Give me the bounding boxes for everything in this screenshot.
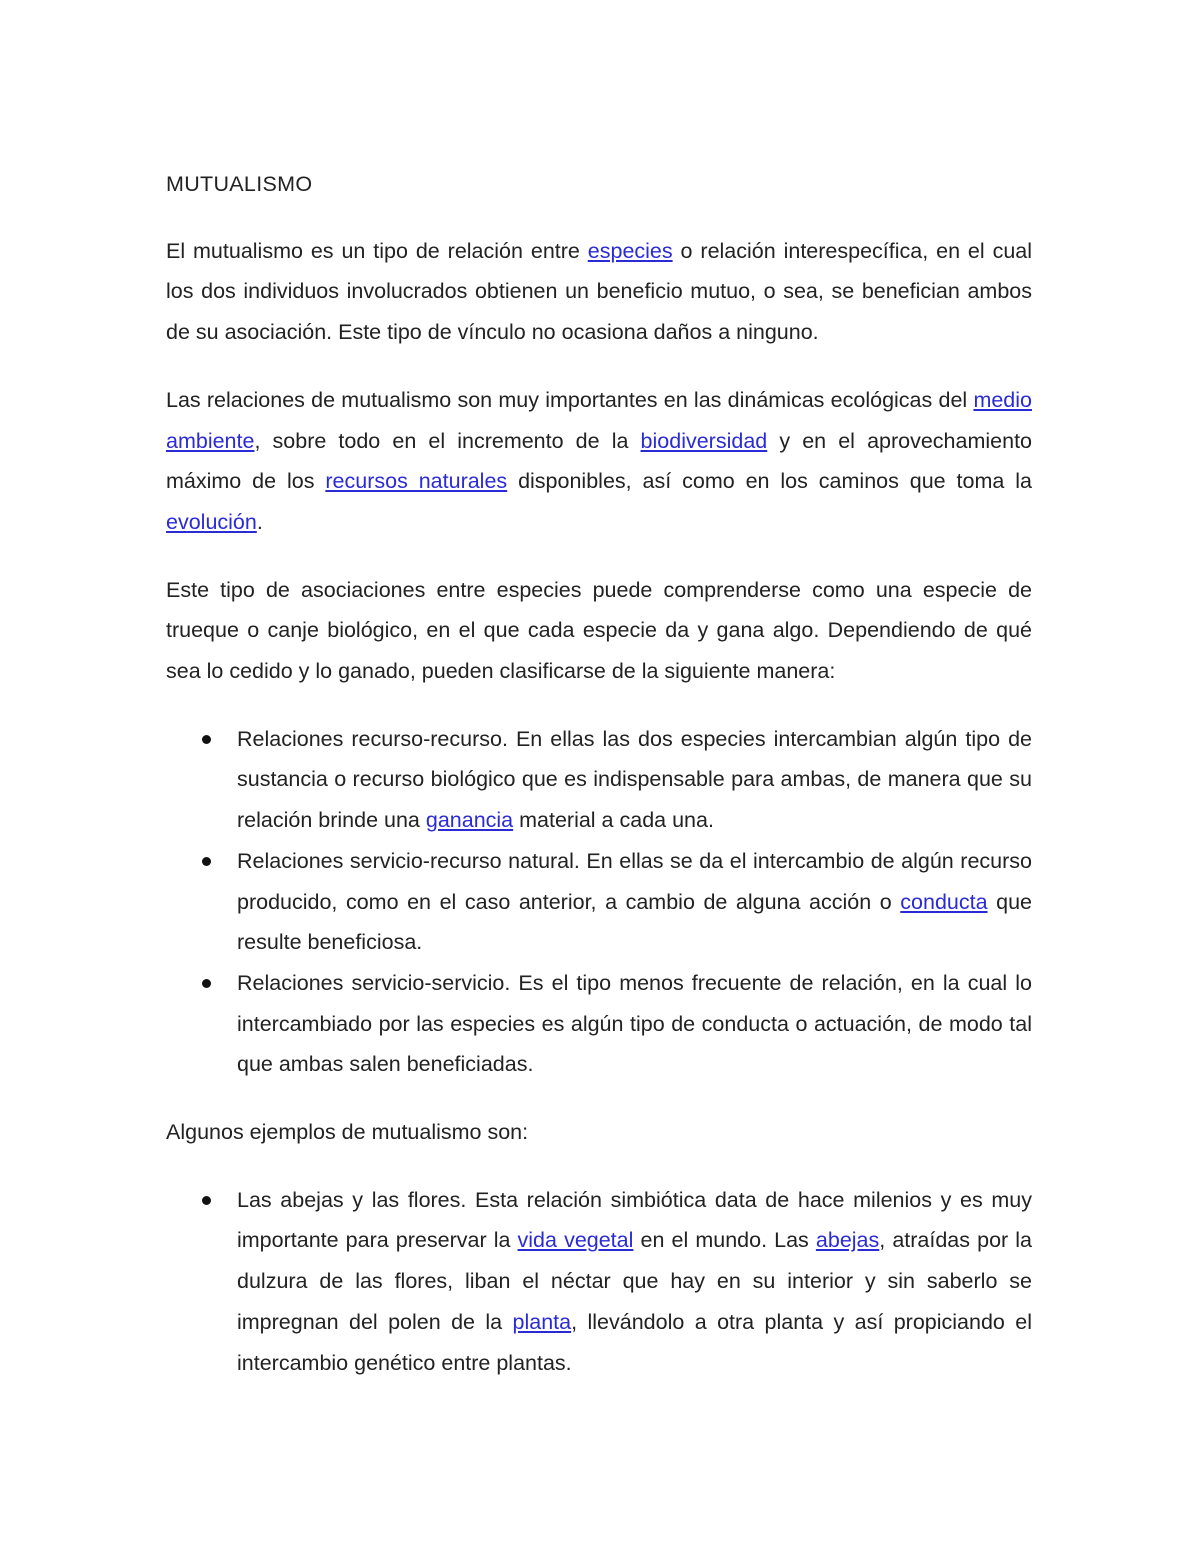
link-recursos-naturales[interactable]: recursos naturales (325, 469, 508, 494)
paragraph-text: disponibles, así como en los caminos que toma la (507, 469, 1032, 494)
list-item (166, 841, 1032, 963)
paragraph-text: El mutualismo es un tipo de relación entre (166, 238, 588, 263)
bullet-icon (202, 979, 211, 988)
examples-list (166, 1180, 1032, 1384)
document-title: MUTUALISMO (166, 172, 313, 196)
paragraph-text: , sobre todo en el incremento de la (254, 428, 641, 453)
bullet-icon (202, 857, 211, 866)
bullet-icon (202, 1196, 211, 1205)
list-item (166, 963, 1032, 1085)
list-item-text: en el mundo. Las (633, 1228, 816, 1253)
list-item-text: Las abejas y las flores. Esta relación simbiótica data de hace milenios y es muy importante para preservar la (237, 1187, 1032, 1253)
link-medio-ambiente[interactable]: medio ambiente (166, 387, 1032, 453)
relation-types-list (166, 719, 1032, 1085)
link-evolucion[interactable]: evolución (166, 509, 257, 534)
paragraph-importance (166, 380, 1032, 543)
link-vida-vegetal[interactable]: vida vegetal (517, 1228, 634, 1253)
link-abejas[interactable]: abejas (815, 1228, 880, 1253)
bullet-icon (202, 735, 211, 744)
paragraph-text: Algunos ejemplos de mutualismo son: (166, 1120, 529, 1145)
link-ganancia[interactable]: ganancia (425, 808, 514, 833)
list-item-text: material a cada una. (513, 808, 714, 833)
link-conducta[interactable]: conducta (900, 889, 988, 914)
paragraph-examples-intro (166, 1112, 1032, 1153)
paragraph-text: y en el aprovechamiento máximo de los (166, 428, 1032, 494)
link-planta[interactable]: planta (512, 1309, 572, 1334)
list-item-text: Relaciones servicio-recurso natural. En ellas se da el intercambio de algún recurso producido, como en el caso anterior, a cambio de alguna acción o (237, 848, 1032, 914)
paragraph-text: Este tipo de asociaciones entre especies puede comprenderse como una especie de trueque o canje biológico, en el que cada especie da y gana algo. Dependiendo de qué sea lo cedido y lo ganado, pueden clasificarse de la siguiente manera: (166, 577, 1032, 684)
list-item-text: , atraídas por la dulzura de las flores, liban el néctar que hay en su interior y sin saberlo se impregnan del polen de la (237, 1228, 1033, 1334)
link-biodiversidad[interactable]: biodiversidad (640, 428, 768, 453)
paragraph-text: . (256, 509, 263, 534)
list-item (166, 1180, 1032, 1384)
list-item-text: Relaciones servicio-servicio. Es el tipo menos frecuente de relación, en la cual lo intercambiado por las especies es algún tipo de conducta o actuación, de modo tal que ambas salen beneficiadas. (237, 970, 1032, 1077)
paragraph-text: Las relaciones de mutualismo son muy importantes en las dinámicas ecológicas del (166, 387, 974, 412)
paragraph-text: o relación interespecífica, en el cual los dos individuos involucrados obtienen un beneficio mutuo, o sea, se benefician ambos de su asociación. Este tipo de vínculo no ocasiona daños a ninguno. (166, 238, 1033, 345)
paragraph-classification (166, 570, 1032, 692)
paragraph-definition (166, 231, 1032, 353)
list-item-text: , llevándolo a otra planta y así propiciando el intercambio genético entre plantas. (237, 1309, 1033, 1375)
list-item-text: Relaciones recurso-recurso. En ellas las dos especies intercambian algún tipo de sustancia o recurso biológico que es indispensable para ambas, de manera que su relación brinde una (237, 726, 1032, 833)
list-item (166, 719, 1032, 841)
document-body (166, 164, 1032, 1410)
link-especies[interactable]: especies (587, 238, 673, 263)
list-item-text: que resulte beneficiosa. (237, 889, 1032, 955)
